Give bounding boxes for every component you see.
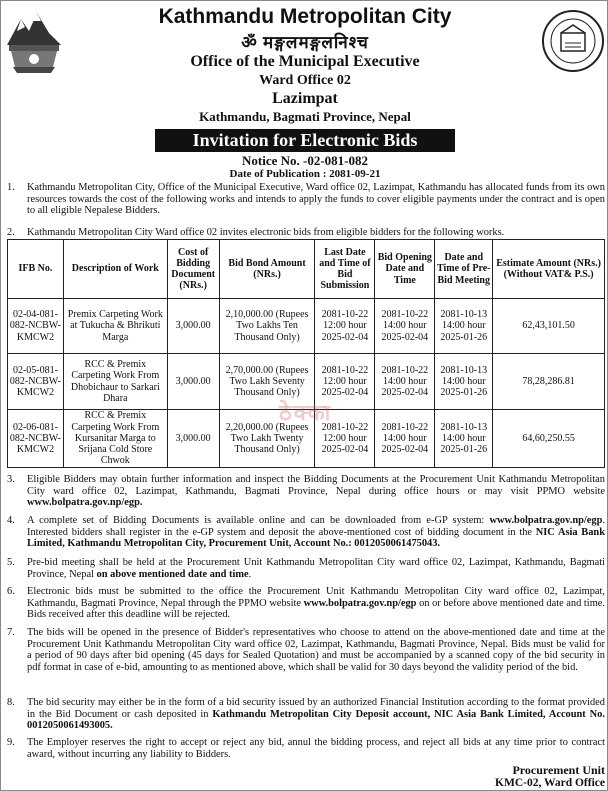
cell-opening: 2081-10-22 14:00 hour 2025-02-04 [375,299,435,354]
clause-number: 9. [7,737,15,748]
intro-clause-1 [7,182,605,217]
clause-9 [7,737,605,760]
cell-ifb: 02-06-081-082-NCBW-KMCW2 [8,410,64,468]
cell-opening: 2081-10-22 14:00 hour 2025-02-04 [375,354,435,410]
clause-number: 2. [7,227,15,238]
clause-text: Electronic bids must be submitted to the office the Procurement Unit Kathmandu Metropolitan City ward office 02, Lazimpat, Kathmandu, Bagmati Province, Nepal through the PPMO website www.bolpatra.gov.np/egp on or before above mentioned date and time. Bids received after this deadline will be rejected. [27,586,605,620]
intro-clause-2 [7,227,605,239]
table-header-row [8,240,605,299]
clause-text: The bids will be opened in the presence of Bidder's representatives who choose to attend on the above-mentioned date and time at the Procurement Unit Kathmandu Metropolitan City ward office 02, Lazimpat, Kathmandu, Bagmati Province, Nepal. Bids must be valid for a period of 90 days after bid opening (45 days for Sealed Quotation) and must be accompanied by a scanned copy of the bid security in pdf format in case of e-bid, amounting to as mentioned above, which shall be valid for 30 days beyond the validity period of the bid. [27,627,605,673]
notice-number: Notice No. -02-081-082 [242,153,368,168]
cell-bid-bond: 2,70,000.00 (Rupees Two Lakh Seventy Thousand Only) [219,354,315,410]
col-submission: Last Date and Time of Bid Submission [315,240,375,299]
area-name: Lazimpat [272,90,338,107]
cell-submission: 2081-10-22 12:00 hour 2025-02-04 [315,410,375,468]
bids-table [7,239,605,468]
cell-bid-bond: 2,10,000.00 (Rupees Two Lakhs Ten Thousand Only) [219,299,315,354]
cell-ifb: 02-05-081-082-NCBW-KMCW2 [8,354,64,410]
cell-bid-bond: 2,20,000.00 (Rupees Two Lakh Twenty Thousand Only) [219,410,315,468]
address: Kathmandu, Bagmati Province, Nepal [199,109,411,124]
cell-description: Premix Carpeting Work at Tukucha & Bhrikuti Marga [63,299,167,354]
nepali-motto: ॐ मङ्गलमङ्गलनिश्च [241,33,369,52]
cell-description: RCC & Premix Carpeting Work From Dhobichaur to Sarkari Dhara [63,354,167,410]
clause-text: A complete set of Bidding Documents is available online and can be downloaded from e-GP system: www.bolpatra.gov.np/egp. Interested bidders shall register in the e-GP system and deposit the above-mentioned cost of bidding document in the NIC Asia Bank Limited, Kathmandu Metropolitan City, Procurement Unit, Account No.: 0012050061475043. [27,515,605,549]
cell-estimate: 64,60,250.55 [493,410,605,468]
clause-number: 3. [7,474,15,485]
col-estimate: Estimate Amount (NRs.) (Without VAT& P.S.) [493,240,605,299]
cell-prebid: 2081-10-13 14:00 hour 2025-01-26 [435,410,493,468]
cell-doc-cost: 3,000.00 [167,354,219,410]
notice-banner: Invitation for Electronic Bids [155,129,455,152]
col-opening: Bid Opening Date and Time [375,240,435,299]
clause-8 [7,697,605,732]
cell-estimate: 78,28,286.81 [493,354,605,410]
cell-prebid: 2081-10-13 14:00 hour 2025-01-26 [435,354,493,410]
cell-prebid: 2081-10-13 14:00 hour 2025-01-26 [435,299,493,354]
ward-name: Ward Office 02 [259,73,351,88]
clause-number: 8. [7,697,15,708]
office-name: Office of the Municipal Executive [190,53,420,70]
col-prebid: Date and Time of Pre-Bid Meeting [435,240,493,299]
letterhead [1,1,608,129]
cell-ifb: 02-04-081-082-NCBW-KMCW2 [8,299,64,354]
col-doc-cost: Cost of Bidding Document (NRs.) [167,240,219,299]
cell-estimate: 62,43,101.50 [493,299,605,354]
signature-unit: Procurement Unit [512,763,605,777]
col-description: Description of Work [63,240,167,299]
table-row [8,299,605,354]
clause-number: 5. [7,557,15,568]
city-title: Kathmandu Metropolitan City [158,5,452,28]
clause-text: The bid security may either be in the form of a bid security issued by an authorized Financial Institution according to the format provided in the Bid Document or cash deposited in Kathmandu Metropolitan City Deposit account, NIC Asia Bank Limited, Account No. 0012050061493005. [27,697,605,731]
cell-description: RCC & Premix Carpeting Work From Kursanitar Marga to Srijana Cold Store Chwok [63,410,167,468]
clause-5 [7,557,605,580]
cell-submission: 2081-10-22 12:00 hour 2025-02-04 [315,299,375,354]
clause-text: Eligible Bidders may obtain further information and inspect the Bidding Documents at the Procurement Unit Kathmandu Metropolitan City ward office 02, Lazimpat, Kathmandu, Bagmati Province, Nepal during office hours or may visit PPMO website www.bolpatra.gov.np/egp. [27,474,605,508]
clause-text: Pre-bid meeting shall be held at the Procurement Unit Kathmandu Metropolitan City ward office 02, Lazimpat, Kathmandu, Bagmati Province, Nepal on above mentioned date and time. [27,557,605,580]
col-ifb: IFB No. [8,240,64,299]
cell-opening: 2081-10-22 14:00 hour 2025-02-04 [375,410,435,468]
clause-text: The Employer reserves the right to accept or reject any bid, annul the bidding process, and reject all bids at any time prior to contract award, without incurring any liability to Bidders. [27,737,605,760]
clause-number: 7. [7,627,15,638]
cell-doc-cost: 3,000.00 [167,410,219,468]
col-bid-bond: Bid Bond Amount (NRs.) [219,240,315,299]
clause-number: 1. [7,182,15,193]
signature-office: KMC-02, Ward Office [495,777,605,789]
cell-submission: 2081-10-22 12:00 hour 2025-02-04 [315,354,375,410]
clause-text: Kathmandu Metropolitan City, Office of the Municipal Executive, Ward office 02, Lazimpat, Kathmandu has allocated funds from its own resources towards the cost of the following works and intends to apply the funds to cover eligible payments under the contract and is open to all eligible Nepalese Bidders. [27,182,605,216]
watermark-logo: ठेक्का [279,400,333,425]
clause-7 [7,627,605,673]
cell-doc-cost: 3,000.00 [167,299,219,354]
clause-number: 6. [7,586,15,597]
clause-number: 4. [7,515,15,526]
publication-date: Date of Publication : 2081-09-21 [229,168,381,180]
clause-6 [7,586,605,621]
clause-4 [7,515,605,550]
clause-text: Kathmandu Metropolitan City Ward office 02 invites electronic bids from eligible bidders for the following works. [27,227,505,238]
clause-3 [7,474,605,509]
